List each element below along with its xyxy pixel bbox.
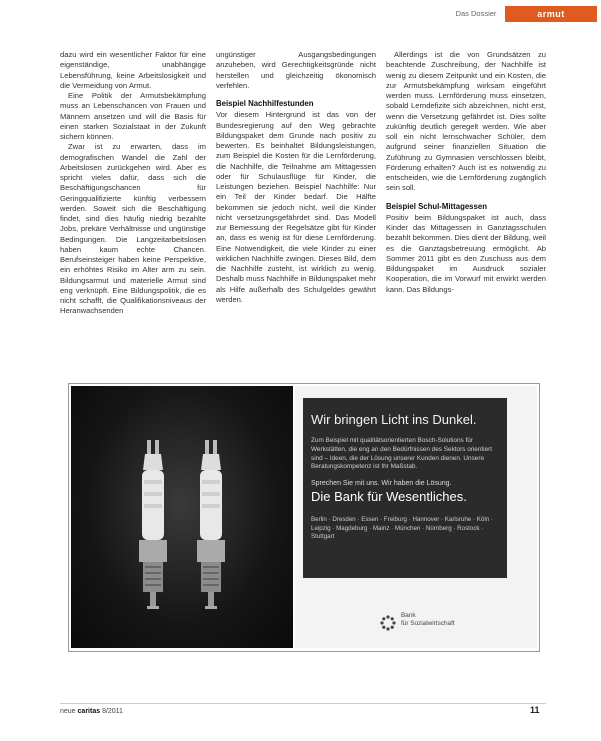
paragraph: ungünstiger Ausgangsbedingungen anzuheben, wird Gerechtigkeitsgründe nicht herstellen und gleichzeitig ökonomisch verfehlen.	[216, 50, 376, 90]
section-heading: Beispiel Schul-Mittagessen	[386, 201, 487, 211]
footer-prefix: neue	[60, 708, 76, 715]
section-tag: armut	[505, 6, 597, 22]
bank-name-line: für Sozialwirtschaft	[401, 620, 455, 627]
article-column-3	[386, 50, 546, 295]
spark-plug-icon	[133, 440, 173, 620]
paragraph: Zwar ist zu erwarten, dass im demografischen Wandel die Zahl der Arbeitslosen zurückgehen wird. Aber es spricht vieles dafür, dass sich die Beschäftigungschancen für Geringqualifizierte künftig verbessern werden. Soweit sich die Beschäftigung findet, sind dies häufig niedrig bezahlte Jobs, prekäre Verhältnisse und ungünstige Bedingungen. Die Langzeitarbeitslosen haben kaum echte Chancen. Berufseinsteiger haben keine Perspektive, ein erhöhtes Risiko im Alter arm zu sein. Bildungsarmut und materielle Armut sind eng verknüpft. Eine Bildungspolitik, die es nicht schafft, die Qualifikationsniveaus der Heranwachsenden	[60, 142, 206, 316]
paragraph: Allerdings ist die von Grundsätzen zu beachtende Zuschreibung, der Nachhilfe ist wenig zu diesem Zeitpunkt und ein Kosten, die zur Armutsbekämpfung wirksam eingeführt werden muss. Lernförderung muss einsetzen, sobald Lerndefizite sich abzeichnen, nicht erst, wenn die Versetzung gefährdet ist. Dies sollte zukünftig deutlich geregelt werden. Wie aber soll ein nicht lernschwacher Schüler, dem aufgrund seiner finanziellen Situation die Zuführung zu Gymnasien verschlossen bleibt, Förderung erhalten? Auch ist es notwendig zu entscheiden, wie die Lernförderung zugänglich sein soll.	[386, 50, 546, 193]
ad-slogan: Die Bank für Wesentliches.	[311, 489, 467, 505]
ad-panel	[303, 398, 507, 578]
ad-headline: Wir bringen Licht ins Dunkel.	[311, 412, 477, 427]
section-heading: Beispiel Nachhilfestunden	[216, 99, 314, 108]
bank-logo-icon	[379, 614, 397, 632]
footer-issue: 8/2011	[102, 708, 123, 715]
paragraph: dazu wird ein wesentlicher Faktor für eine eigenständige, unabhängige Lebensführung, keine Arbeitslosigkeit und die Vermeidung von Armut.	[60, 50, 206, 90]
footer-magazine: caritas	[77, 708, 101, 715]
spark-plug-icon	[191, 440, 231, 620]
paragraph: Positiv beim Bildungspaket ist auch, dass Kinder das Mittagessen in Ganztagsschulen bezahlt bekommen. Dies dient der Bildung, weil es die Ganztagsbetreuung ermöglicht. Ab Sommer 2011 gibt es den Zuschuss aus dem Bildungspaket im Ausdruck sozialer Kooperation, die im Vorwurf mit erwirkt werden kann. Das Bildungs-	[386, 212, 546, 294]
ad-body: Zum Beispiel mit qualitätsorientierten Bosch-Solutions für Werkstätten, die eng an den Bedürfnissen des Sektors orientiert sind – Ideen, die der Lösung unserer Kunden dienen. Unsere Beratungskompetenz ist Ihr Maßstab.	[311, 437, 493, 471]
ad-cities: Berlin · Dresden · Essen · Freiburg · Hannover · Karlsruhe · Köln · Leipzig · Magdeburg · Mainz · München · Nürnberg · Rostock · Stuttgart	[311, 516, 493, 541]
advertisement	[68, 383, 540, 652]
ad-slogan-small: Sprechen Sie mit uns. Wir haben die Lösung.	[311, 480, 452, 488]
page-number: 11	[530, 705, 540, 715]
paragraph: Vor diesem Hintergrund ist das von der Bundesregierung auf den Weg gebrachte Bildungspaket dem Grunde nach positiv zu bewerten. Es beinhaltet Bildungsleistungen, zum Beispiel die Kosten für die Lernförderung, die Nachhilfe, die Teilnahme am Mittagessen oder für Schulausflüge für Kinder, die Leistungen beziehen. Beispiel Nachhilfe: Nur ein Teil der Kinder bedarf. Die Hälfte bekommen sie jedoch nicht, weil die Kinder nicht versetzungsgefährdet sind. Das Modell zur Bemessung der Regelsätze gibt für Kinder an, dass es wenig ist für diese Lernförderung. Eine Notwendigkeit, die viele Kinder zu einer wirklichen Nachhilfe zwingen. Dieses Bild, dem die Nachhilfe zusteht, ist wirklich zu wenig. Deshalb muss Nachhilfe in Bildungspaket mehr als Hilfe außerhalb des Schulgeldes gewährt werden.	[216, 110, 376, 304]
footer-divider	[60, 703, 546, 704]
spark-plug-photo	[71, 386, 293, 648]
article-column-2	[216, 50, 376, 305]
footer-publication	[60, 708, 123, 715]
ad-text-area	[295, 386, 537, 648]
bank-name	[401, 612, 455, 628]
section-label: Das Dossier	[455, 9, 497, 18]
article-column-1	[60, 50, 206, 317]
paragraph: Eine Politik der Armutsbekämpfung muss an Lebenschancen von Frauen und Männern ansetzen und will die Basis für einen starken Sozialstaat in der Zukunft sichern können.	[60, 91, 206, 141]
bank-name-line: Bank	[401, 612, 416, 619]
